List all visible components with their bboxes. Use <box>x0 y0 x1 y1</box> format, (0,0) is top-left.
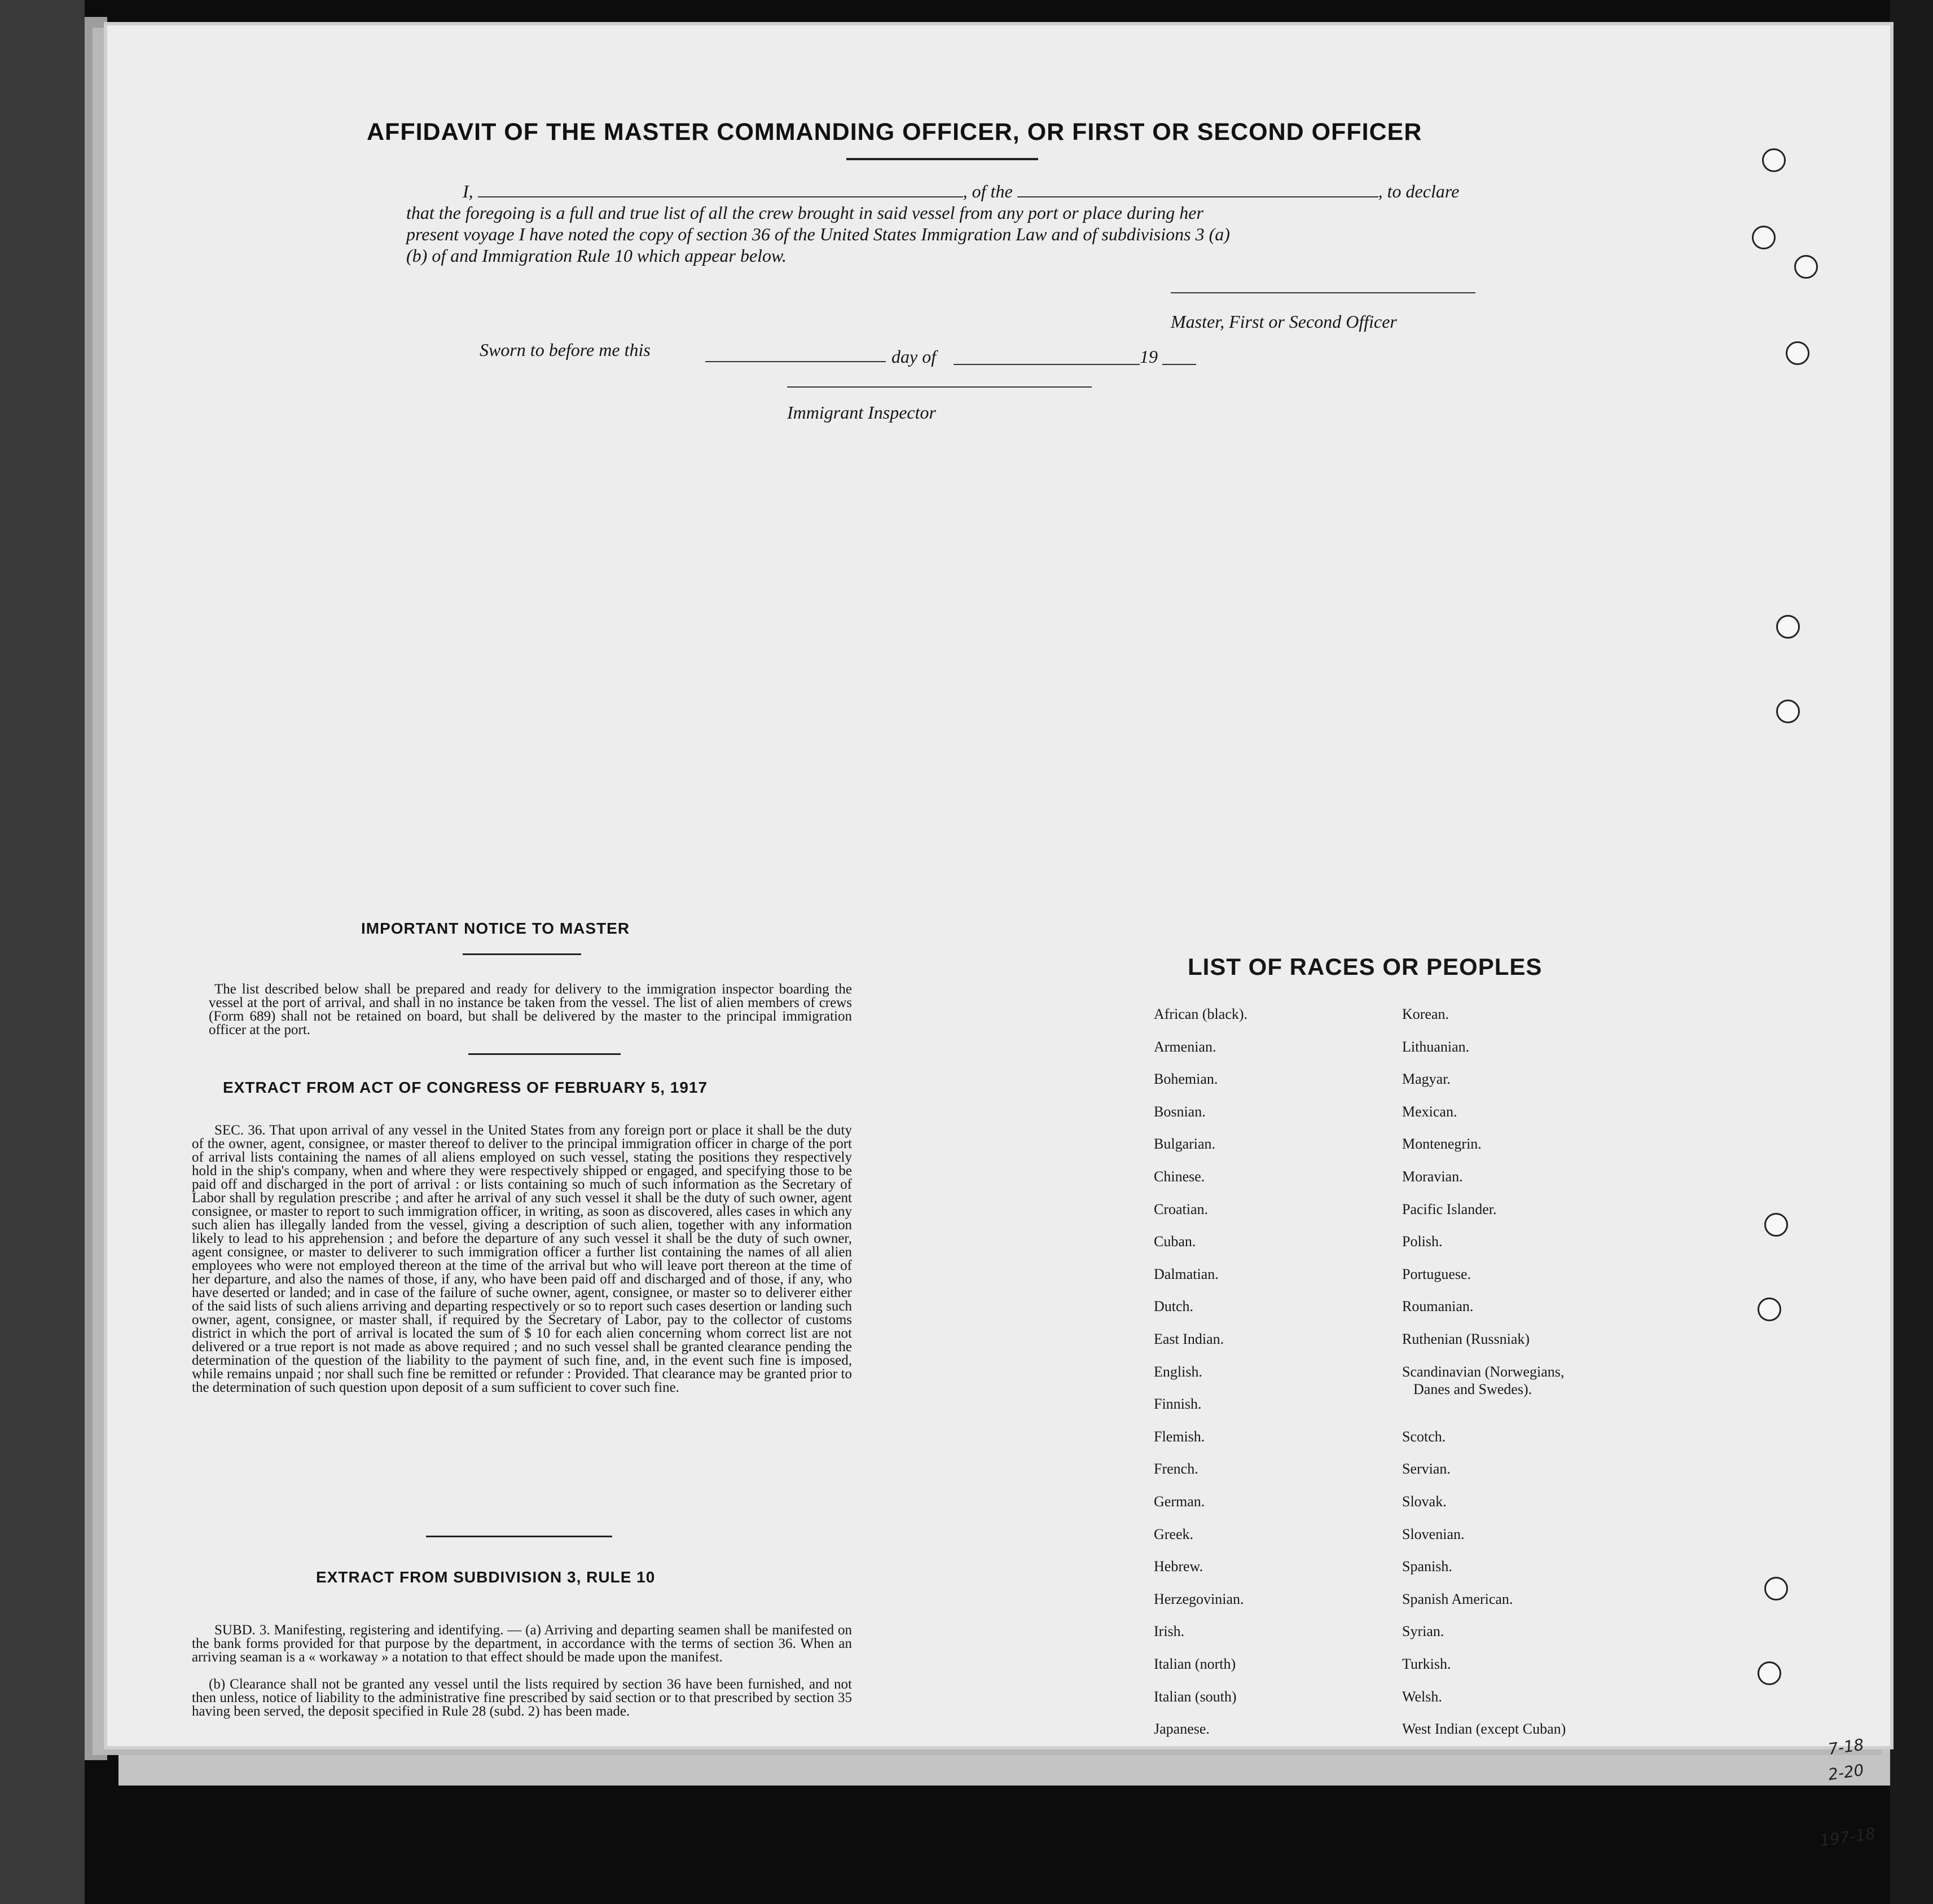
day-of-label: day of <box>891 346 937 367</box>
decl-line-4: (b) of and Immigration Rule 10 which appear below. <box>406 245 787 266</box>
race-item: Hebrew. <box>1154 1558 1203 1575</box>
race-item: Slovak. <box>1402 1493 1447 1510</box>
scan-right-margin <box>1890 0 1933 1904</box>
race-item: Bohemian. <box>1154 1071 1218 1088</box>
race-item: Ruthenian (Russniak) <box>1402 1331 1530 1347</box>
race-item: Spanish. <box>1402 1558 1452 1575</box>
race-item: Herzegovinian. <box>1154 1590 1244 1607</box>
race-item: East Indian. <box>1154 1331 1224 1347</box>
year-blank[interactable] <box>1162 364 1196 365</box>
race-item: Scandinavian (Norwegians, <box>1402 1363 1565 1380</box>
rule-extract-title: EXTRACT FROM SUBDIVISION 3, RULE 10 <box>316 1568 656 1586</box>
vessel-blank[interactable] <box>1017 182 1378 197</box>
race-item: English. <box>1154 1363 1202 1380</box>
punch-hole <box>1758 1298 1781 1321</box>
underlying-page-bottom <box>118 1746 1896 1786</box>
race-item: Spanish American. <box>1402 1590 1513 1607</box>
race-item: Flemish. <box>1154 1428 1205 1445</box>
race-item: Lithuanian. <box>1402 1038 1470 1055</box>
race-item: Irish. <box>1154 1623 1185 1640</box>
sworn-day-blank[interactable] <box>705 361 886 362</box>
declaration-text <box>406 181 1478 266</box>
notice-end-rule <box>468 1053 621 1055</box>
race-item: German. <box>1154 1493 1205 1510</box>
race-item: Cuban. <box>1154 1233 1196 1250</box>
inspector-signature-line[interactable] <box>787 386 1092 388</box>
race-item: Greek. <box>1154 1525 1194 1542</box>
decl-of-the: , of the <box>963 181 1013 201</box>
race-item: Polish. <box>1402 1233 1443 1250</box>
races-title: LIST OF RACES OR PEOPLES <box>1188 953 1543 980</box>
race-item: Italian (south) <box>1154 1688 1237 1705</box>
race-item: Moravian. <box>1402 1168 1463 1185</box>
name-blank[interactable] <box>478 182 963 197</box>
race-item: Pacific Islander. <box>1402 1201 1497 1217</box>
notice-body: The list described below shall be prepared and ready for delivery to the immigration inspector boarding the vessel at the port of arrival, and shall in no instance be taken from the vessel. The list of alien members of crews (Form 689) shall not be retained on board, but shall be delivered by the master to the principal immigration officer at the port. <box>209 982 852 1037</box>
title-rule <box>846 158 1038 160</box>
race-item: Croatian. <box>1154 1201 1209 1217</box>
rule-extract-body-a: SUBD. 3. Manifesting, registering and identifying. — (a) Arriving and departing seamen shall be manifested on the bank forms provided for that purpose by the department, in accordance with the terms of section 36. When an arriving seaman is a « workaway » a notation to that effect should be made upon the manifest. <box>192 1622 852 1665</box>
race-item: Mexican. <box>1402 1103 1457 1120</box>
race-item: Magyar. <box>1402 1071 1451 1088</box>
race-item: Portuguese. <box>1402 1265 1471 1282</box>
punch-hole <box>1786 341 1809 365</box>
race-item: Bosnian. <box>1154 1103 1206 1120</box>
punch-hole <box>1764 1213 1788 1237</box>
race-item: Armenian. <box>1154 1038 1216 1055</box>
handwritten-note: 197-18 <box>1818 1824 1877 1850</box>
document-page <box>107 25 1890 1746</box>
notice-rule <box>463 953 581 955</box>
race-item: French. <box>1154 1461 1198 1478</box>
decl-line-2: that the foregoing is a full and true list of all the crew brought in said vessel from any port or place during her <box>406 203 1203 223</box>
race-item: Dalmatian. <box>1154 1265 1219 1282</box>
punch-hole <box>1776 700 1800 723</box>
act-extract-body: SEC. 36. That upon arrival of any vessel in the United States from any foreign port or place it shall be the duty of the owner, agent, consignee, or master thereof to deliver to the principal immigration officer in charge of the port of arrival lists containing the names of all aliens employed on such vessel, stating the positions they respectively hold in the ship's company, when and where they were respectively shipped or engaged, and specifying those to be paid off and discharged in the port of arrival : or lists containing so much of such information as the Secretary of Labor shall by regulation prescribe ; and after he arrival of any such vessel it shall be the duty of such owner, agent consignee, or master to report to such immigration officer, in writing, as soon as discovered, alles cases in which any such alien has illegally landed from the vessel, giving a description of such alien, together with any information likely to lead to his apprehension ; and before the departure of any such vessel it shall be the duty of such owner, agent consignee, or master to deliverer to such immigration officer a further list containing the names of all alien employees who were not employed thereon at the time of the arrival but who will leave port thereon at the time of her departure, and also the names of those, if any, who have been paid off and discharged and of those, if any, who have deserted or landed; and in case of the failure of suche owner, agent, consignee, or master so to deliverer either of the said lists of such aliens arriving and departing respectively or so to report such cases desertion or landing such owner, agent, consignee, or master shall, if required by the Secretary of Labor, pay to the collector of customs district in which the port of arrival is located the sum of $ 10 for each alien concerning whom correct list are not delivered or a true report is not made as above required ; and no such vessel shall be granted clearance pending the determination of the question of the liability to the payment of such fine, and, in the event such fine is imposed, while remains unpaid ; nor shall such fine be remitted or refunder : Provided. That clearance may be granted prior to the determination of such question upon deposit of a sum sufficient to cover such fine. <box>192 1123 852 1395</box>
race-item: Italian (north) <box>1154 1656 1236 1672</box>
race-item: African (black). <box>1154 1006 1248 1022</box>
master-signature-label: Master, First or Second Officer <box>1171 311 1397 332</box>
affidavit-title: AFFIDAVIT OF THE MASTER COMMANDING OFFICER, OR FIRST OR SECOND OFFICER <box>367 118 1422 146</box>
act-end-rule <box>426 1536 612 1537</box>
punch-hole <box>1764 1577 1788 1600</box>
rule-extract-body-b: (b) Clearance shall not be granted any vessel until the lists required by section 36 have been furnished, and not then unless, notice of liability to the administrative fine prescribed by said section or to that prescribed by section 35 having been served, the deposit specified in Rule 28 (subd. 2) has been made. <box>192 1677 852 1719</box>
race-item: Japanese. <box>1154 1721 1210 1738</box>
punch-hole <box>1758 1661 1781 1685</box>
year-prefix: 19 <box>1140 346 1158 367</box>
handwritten-note: 2-20 <box>1827 1760 1865 1784</box>
race-item: Roumanian. <box>1402 1298 1474 1315</box>
punch-hole <box>1794 255 1818 279</box>
race-item: Welsh. <box>1402 1688 1442 1705</box>
master-signature-line[interactable] <box>1171 292 1475 293</box>
punch-hole <box>1752 226 1776 249</box>
handwritten-note: 7-18 <box>1827 1735 1865 1759</box>
race-item: Finnish. <box>1154 1396 1202 1413</box>
decl-to-declare: , to declare <box>1378 181 1460 201</box>
decl-i: I, <box>463 181 473 201</box>
sworn-label: Sworn to before me this <box>480 340 651 360</box>
act-extract-title: EXTRACT FROM ACT OF CONGRESS OF FEBRUARY 5, 1917 <box>223 1079 708 1096</box>
race-item: Servian. <box>1402 1461 1451 1478</box>
month-blank[interactable] <box>954 364 1140 365</box>
notice-title: IMPORTANT NOTICE TO MASTER <box>361 920 630 937</box>
underlying-page-edge <box>85 17 107 1760</box>
race-item: Bulgarian. <box>1154 1136 1216 1153</box>
punch-hole <box>1762 148 1786 172</box>
race-item: Scotch. <box>1402 1428 1446 1445</box>
race-item: Dutch. <box>1154 1298 1194 1315</box>
race-item: West Indian (except Cuban) <box>1402 1721 1566 1738</box>
race-item: Turkish. <box>1402 1656 1451 1672</box>
race-scandinavian-continuation: Danes and Swedes). <box>1413 1381 1532 1397</box>
race-item: Korean. <box>1402 1006 1449 1022</box>
race-item: Slovenian. <box>1402 1525 1465 1542</box>
punch-hole <box>1776 615 1800 639</box>
race-item: Montenegrin. <box>1402 1136 1482 1153</box>
decl-line-3: present voyage I have noted the copy of section 36 of the United States Immigration Law and of subdivisions 3 (a) <box>406 224 1230 244</box>
race-item: Syrian. <box>1402 1623 1444 1640</box>
race-item: Chinese. <box>1154 1168 1205 1185</box>
inspector-label: Immigrant Inspector <box>787 402 936 423</box>
scan-left-margin <box>0 0 85 1904</box>
